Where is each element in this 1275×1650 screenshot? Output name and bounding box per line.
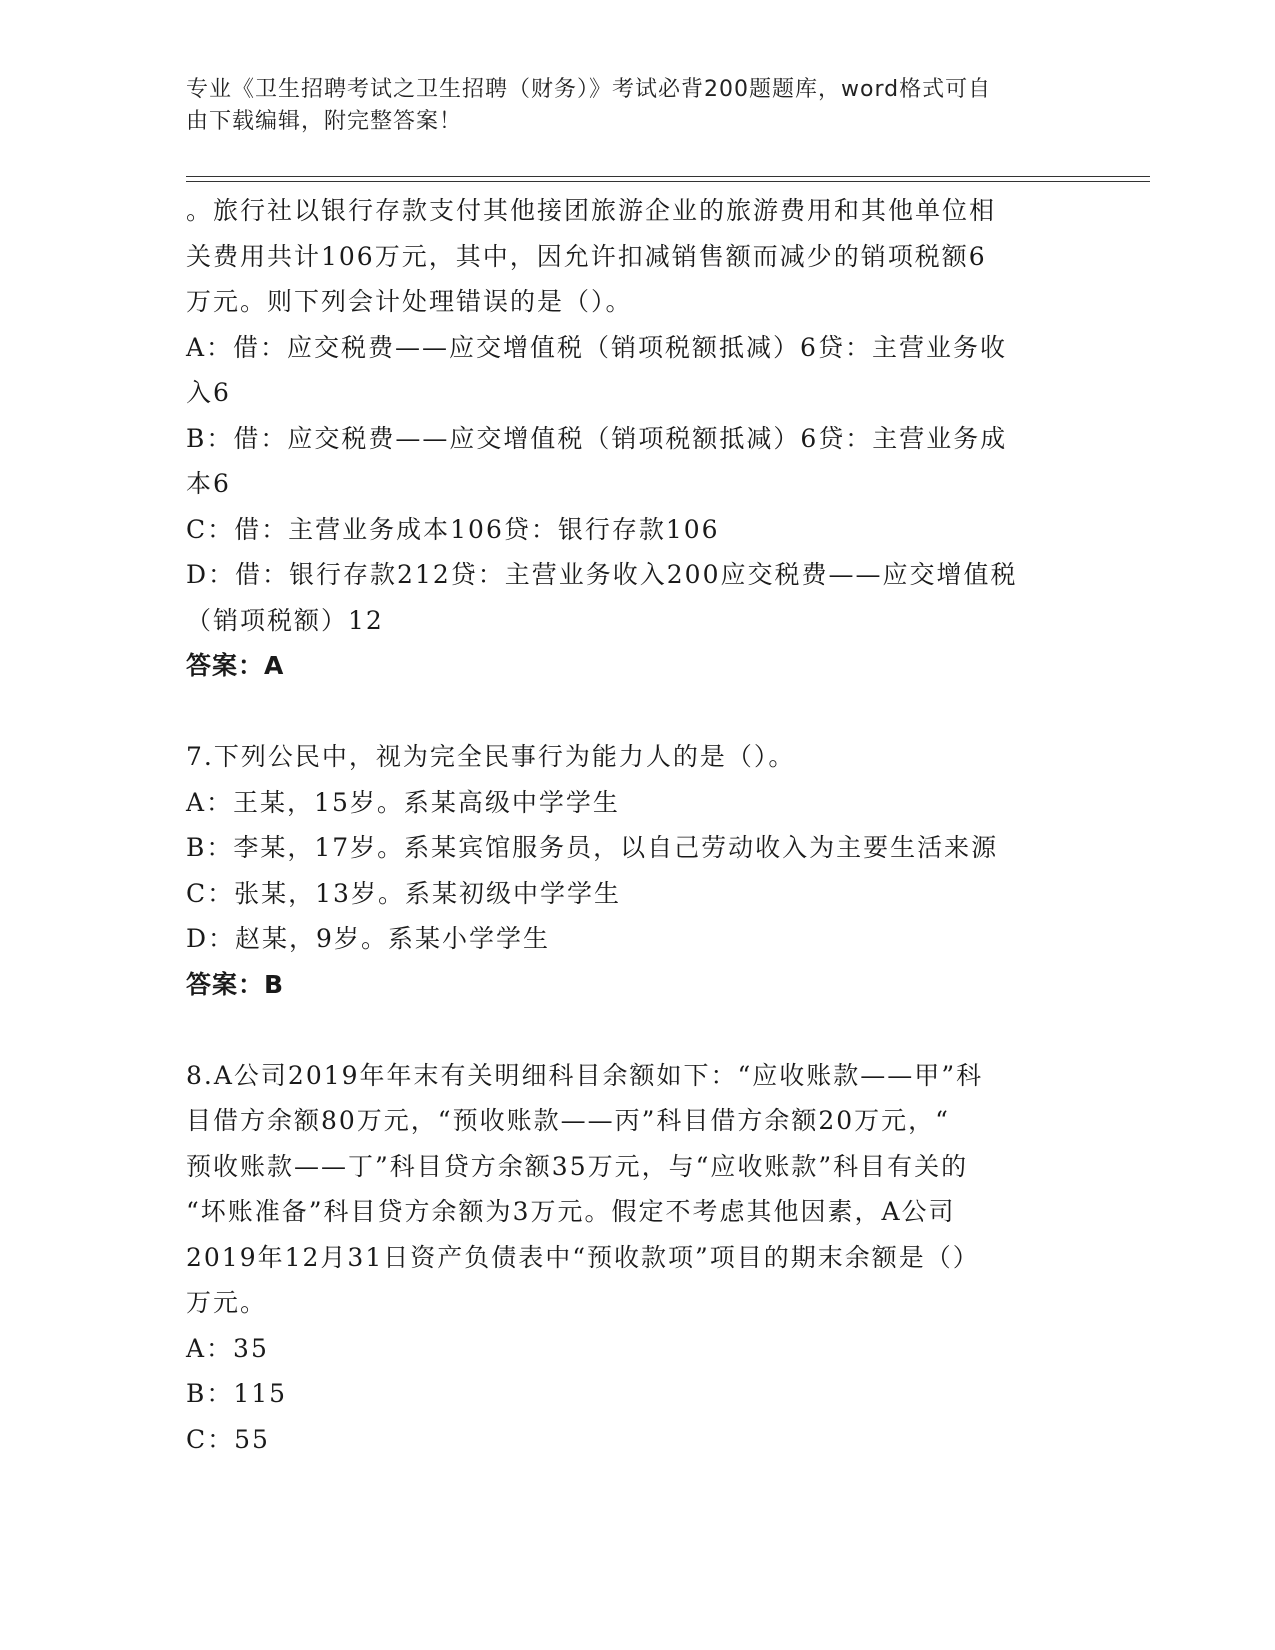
question-stem: “坏账准备”科目贷方余额为3万元。假定不考虑其他因素，A公司 bbox=[186, 1197, 956, 1226]
question-stem: 万元。则下列会计处理错误的是（）。 bbox=[186, 287, 633, 316]
option-a: A：借：应交税费——应交增值税（销项税额抵减）6贷：主营业务收 bbox=[186, 332, 1007, 362]
option-c: C：55 bbox=[186, 1424, 270, 1454]
question-stem: 8.A公司2019年年末有关明细科目余额如下：“应收账款——甲”科 bbox=[186, 1060, 984, 1090]
option-a: A：王某，15岁。系某高级中学学生 bbox=[186, 787, 620, 817]
question-8 bbox=[186, 1053, 1066, 1463]
question-stem: 。旅行社以银行存款支付其他接团旅游企业的旅游费用和其他单位相 bbox=[186, 196, 997, 225]
header-line: 专业《卫生招聘考试之卫生招聘（财务）》考试必背200题题库，word格式可自 bbox=[186, 77, 992, 102]
answer-label: 答案：B bbox=[186, 969, 285, 999]
option-b: B：借：应交税费——应交增值税（销项税额抵减）6贷：主营业务成 bbox=[186, 423, 1008, 453]
header-line: 由下载编辑，附完整答案！ bbox=[186, 109, 463, 134]
option-b: B：115 bbox=[186, 1379, 288, 1408]
answer-label: 答案：A bbox=[186, 651, 285, 680]
document-header bbox=[186, 74, 1066, 138]
spacer bbox=[186, 1007, 1066, 1053]
option-a: A：35 bbox=[186, 1333, 269, 1363]
option-b: B：李某，17岁。系某宾馆服务员，以自己劳动收入为主要生活来源 bbox=[186, 833, 999, 862]
spacer bbox=[186, 689, 1066, 735]
question-stem: 目借方余额80万元，“预收账款——丙”科目借方余额20万元，“ bbox=[186, 1106, 950, 1135]
option-b: 本6 bbox=[186, 469, 231, 498]
question-stem: 2019年12月31日资产负债表中“预收款项”项目的期末余额是（） bbox=[186, 1242, 980, 1272]
header-divider-thick bbox=[186, 176, 1150, 177]
question-stem: 万元。 bbox=[186, 1288, 268, 1317]
question-6 bbox=[186, 188, 1066, 689]
document-body bbox=[186, 188, 1066, 1462]
option-c: C：借：主营业务成本106贷：银行存款106 bbox=[186, 514, 720, 544]
question-stem: 预收账款——丁”科目贷方余额35万元，与“应收账款”科目有关的 bbox=[186, 1151, 969, 1181]
option-d: D：赵某，9岁。系某小学学生 bbox=[186, 924, 550, 953]
question-7 bbox=[186, 734, 1066, 1007]
question-stem: 关费用共计106万元，其中，因允许扣减销售额而减少的销项税额6 bbox=[186, 241, 987, 271]
option-a: 入6 bbox=[186, 378, 231, 407]
option-c: C：张某，13岁。系某初级中学学生 bbox=[186, 878, 621, 908]
question-stem: 7.下列公民中，视为完全民事行为能力人的是（）。 bbox=[186, 742, 796, 771]
option-d: （销项税额）12 bbox=[186, 605, 384, 635]
option-d: D：借：银行存款212贷：主营业务收入200应交税费——应交增值税 bbox=[186, 560, 1018, 589]
header-divider-thin bbox=[186, 181, 1150, 182]
